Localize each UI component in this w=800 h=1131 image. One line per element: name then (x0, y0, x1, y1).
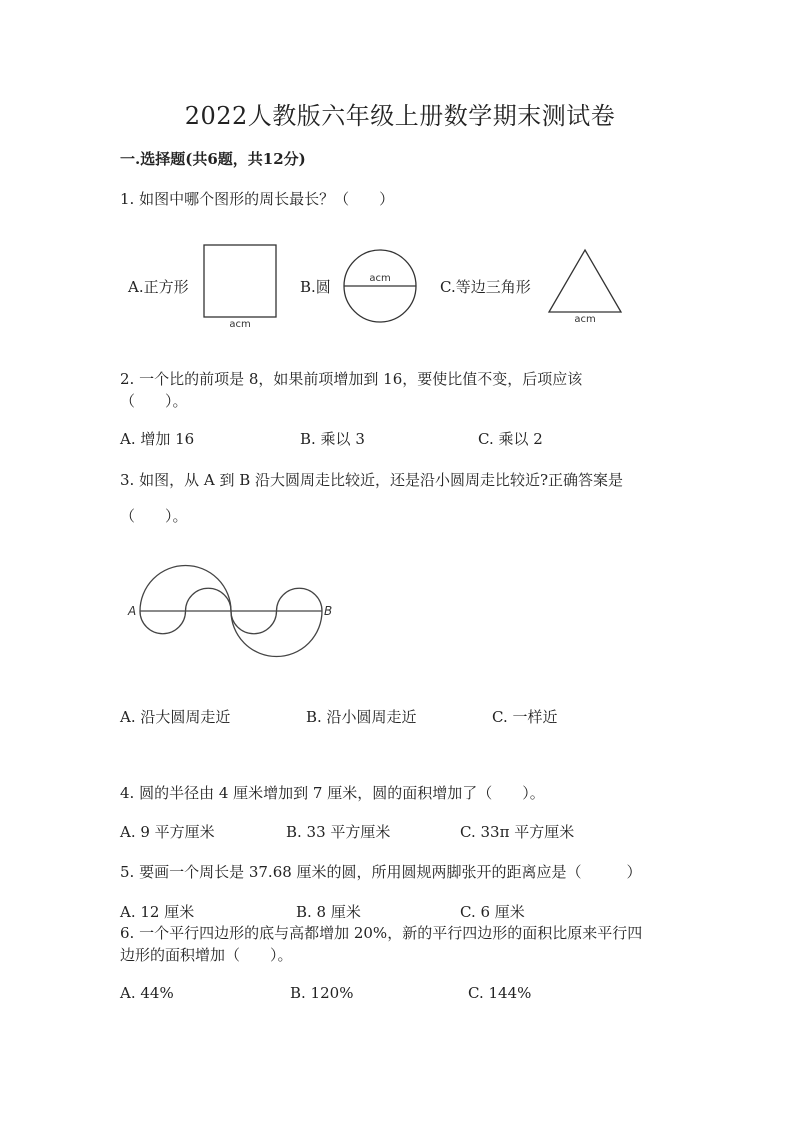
q1-option-b-label: B.圆 (300, 278, 331, 296)
circle-figure (341, 248, 421, 326)
question-1-text: 1. 如图中哪个图形的周长最长？（ ） (120, 190, 395, 208)
square-figure (200, 240, 280, 332)
question-6-text-line1: 6. 一个平行四边形的底与高都增加 20%，新的平行四边形的面积比原来平行四 (120, 924, 643, 942)
small-semicircle-3 (231, 611, 277, 634)
square-shape (204, 245, 276, 317)
triangle-dimension-label: acm (574, 314, 596, 325)
q6-option-c: C. 144% (468, 984, 532, 1002)
small-semicircle-1 (140, 611, 186, 634)
square-dimension-label: acm (229, 319, 251, 330)
point-b-label: B (324, 604, 333, 618)
triangle-figure (545, 246, 627, 326)
question-3-text-line2: （ ）。 (120, 507, 188, 525)
q3-option-b: B. 沿小圆周走近 (306, 708, 417, 726)
q6-option-a: A. 44% (120, 984, 174, 1002)
section-heading-multiple-choice: 一.选择题(共6题，共12分) (120, 150, 306, 168)
small-semicircle-4 (277, 588, 323, 611)
q4-option-c: C. 33π 平方厘米 (460, 823, 575, 841)
question-3-text-line1: 3. 如图，从 A 到 B 沿大圆周走比较近，还是沿小圆周走比较近?正确答案是 (120, 471, 624, 489)
question-2-text-line1: 2. 一个比的前项是 8，如果前项增加到 16，要使比值不变，后项应该 (120, 370, 583, 388)
large-semicircle-lower (231, 611, 322, 657)
q4-option-b: B. 33 平方厘米 (286, 823, 391, 841)
q4-option-a: A. 9 平方厘米 (120, 823, 215, 841)
q5-option-b: B. 8 厘米 (296, 903, 361, 921)
q2-option-a: A. 增加 16 (120, 430, 195, 448)
q1-option-c-label: C.等边三角形 (440, 278, 531, 296)
large-semicircle-upper (140, 566, 231, 612)
q3-option-a: A. 沿大圆周走近 (120, 708, 231, 726)
point-a-label: A (128, 604, 137, 618)
q5-option-a: A. 12 厘米 (120, 903, 195, 921)
q1-option-a-label: A.正方形 (128, 278, 189, 296)
question-5-text: 5. 要画一个周长是 37.68 厘米的圆，所用圆规两脚张开的距离应是（ ） (120, 863, 642, 881)
question-4-text: 4. 圆的半径由 4 厘米增加到 7 厘米，圆的面积增加了（ ）。 (120, 784, 545, 802)
question-6-text-line2: 边形的面积增加（ ）。 (120, 946, 293, 964)
q5-option-c: C. 6 厘米 (460, 903, 525, 921)
circle-dimension-label: acm (369, 273, 391, 284)
q3-option-c: C. 一样近 (492, 708, 558, 726)
page-title: 2022人教版六年级上册数学期末测试卷 (184, 102, 616, 130)
q6-option-b: B. 120% (290, 984, 354, 1002)
semicircle-path-figure (124, 556, 354, 666)
small-semicircle-2 (186, 588, 232, 611)
q2-option-c: C. 乘以 2 (478, 430, 543, 448)
question-2-text-line2: （ ）。 (120, 392, 188, 410)
q2-option-b: B. 乘以 3 (300, 430, 365, 448)
triangle-shape (549, 250, 621, 312)
